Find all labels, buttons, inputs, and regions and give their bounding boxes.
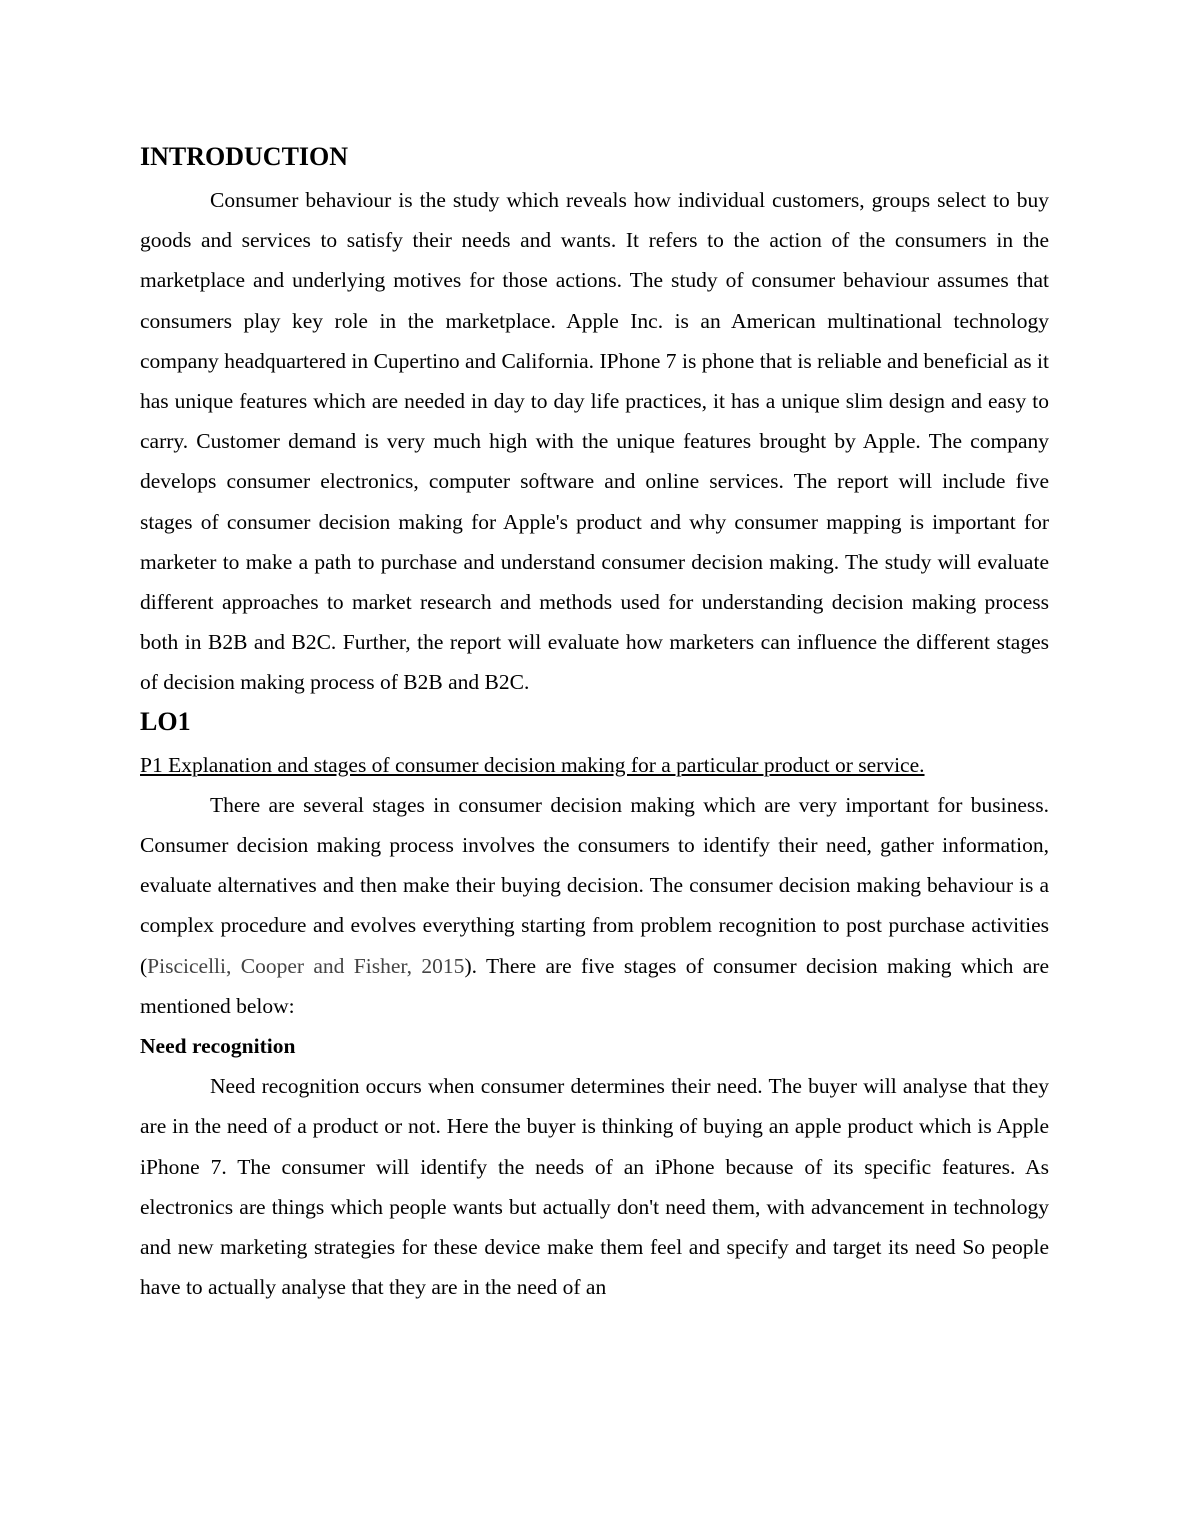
citation: Piscicelli, Cooper and Fisher, 2015 [147, 953, 465, 978]
introduction-paragraph: Consumer behaviour is the study which reveals how individual customers, groups select to buy goods and services to satisfy their needs and wants. It refers to the action of the consumers in the marketplace and underlying motives for those actions. The study of consumer behaviour assumes that consumers play key role in the marketplace. Apple Inc. is an American multinational technology company headquartered in Cupertino and California. IPhone 7 is phone that is reliable and beneficial as it has unique features which are needed in day to day life practices, it has a unique slim design and easy to carry. Customer demand is very much high with the unique features brought by Apple. The company develops consumer electronics, computer software and online services. The report will include five stages of consumer decision making for Apple's product and why consumer mapping is important for marketer to make a path to purchase and understand consumer decision making. The study will evaluate different approaches to market research and methods used for understanding decision making process both in B2B and B2C. Further, the report will evaluate how marketers can influence the different stages of decision making process of B2B and B2C. [140, 188, 1049, 695]
need-recognition-heading: Need recognition [140, 1034, 296, 1059]
need-recognition-paragraph: Need recognition occurs when consumer determines their need. The buyer will analyse that they are in the need of a product or not. Here the buyer is thinking of buying an apple product which is Apple iPhone 7. The consumer will identify the needs of an iPhone because of its specific features. As electronics are things which people wants but actually don't need them, with advancement in technology and new marketing strategies for these device make them feel and specify and target its need So people have to actually analyse that they are in the need of an [140, 1074, 1049, 1300]
p1-paragraph [140, 785, 1049, 1026]
p1-paragraph-text-start: There are several stages in consumer decision making which are very important for business. Consumer decision making process involves the consumers to identify their need, gather information, evaluate alternatives and then make their buying decision. The consumer decision making behaviour is a complex procedure and evolves everything starting from problem recognition to post purchase activities ( [140, 792, 1049, 978]
p1-subheading: P1 Explanation and stages of consumer decision making for a particular product or service. [140, 752, 925, 777]
document-page [140, 140, 1049, 1307]
introduction-heading: INTRODUCTION [140, 142, 349, 171]
p1-paragraph-text-end: ). There are five stages of consumer decision making which are mentioned below: [140, 953, 1049, 1018]
lo1-heading: LO1 [140, 706, 191, 736]
